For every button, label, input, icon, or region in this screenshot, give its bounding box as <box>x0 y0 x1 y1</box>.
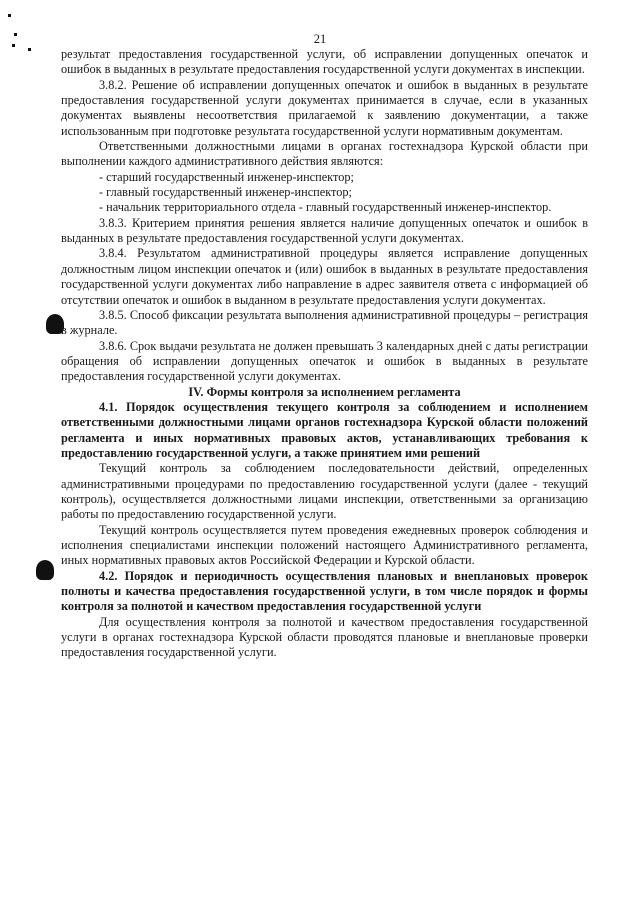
list-item: - главный государственный инженер-инспектор; <box>99 185 352 200</box>
list-item: - начальник территориального отдела - главный государственный инженер-инспектор. <box>99 200 552 215</box>
paragraph: 3.8.3. Критерием принятия решения является наличие допущенных опечаток и ошибок в выданных в результате предоставления государственной услуги документах. <box>61 215 588 246</box>
paragraph: результат предоставления государственной услуги, об исправлении допущенных опечаток и ошибок в выданных в результате предоставления государственной услуги документах в инспекции. <box>61 47 588 77</box>
list-item: - старший государственный инженер-инспектор; <box>99 169 354 184</box>
paragraph: Ответственными должностными лицами в органах гостехнадзора Курской области при выполнении каждого административного действия являются: <box>61 139 588 169</box>
paragraph: 3.8.4. Результатом административной процедуры является исправление допущенных должностным лицом инспекции опечаток и (или) ошибок в выданных в результате предоставления государственной услуги документах либо направление в адрес заявителя ответа с информацией об отсутствии опечаток и ошибок в выданном в результате предоставления услуги документах. <box>61 246 588 307</box>
page-number: 21 <box>313 32 327 46</box>
paragraph: Для осуществления контроля за полнотой и качеством предоставления государственной услуги в органах гостехнадзора Курской области проводятся плановые и внеплановые проверки предоставления государственной услуги. <box>61 614 588 660</box>
document-body <box>61 47 588 661</box>
subsection-heading: 4.1. Порядок осуществления текущего контроля за соблюдением и исполнением ответственными должностными лицами органов гостехнадзора Курской области положений регламента и иных нормативных правовых актов, устанавливающих требования к предоставлению государственной услуги, а также принятием ими решений <box>61 399 588 460</box>
paragraph: 3.8.2. Решение об исправлении допущенных опечаток и ошибок в выданных в результате предоставления государственной услуги документах принимается в случае, если в указанных документах выявлены несоответствия прилагаемой к заявлению документации, а также использованным при подготовке результата государственной услуги нормативным документам. <box>61 77 588 138</box>
paragraph: 3.8.6. Срок выдачи результата не должен превышать 3 календарных дней с даты регистрации обращения об исправлении допущенных опечаток и ошибок в выданных в результате предоставления государственной услуги документах. <box>61 338 588 384</box>
paragraph: Текущий контроль за соблюдением последовательности действий, определенных административными процедурами по предоставлению государственной услуги (далее - текущий контроль), осуществляется должностными лицами инспекции, ответственными за организацию работы по предоставлению государственной услуги. <box>61 461 588 522</box>
section-heading: IV. Формы контроля за исполнением регламента <box>188 384 461 399</box>
paragraph: 3.8.5. Способ фиксации результата выполнения административной процедуры – регистрация в журнале. <box>61 307 588 338</box>
subsection-heading: 4.2. Порядок и периодичность осуществления плановых и внеплановых проверок полноты и качества предоставления государственной услуги, в том числе порядок и формы контроля за полнотой и качеством предоставления государственной услуги <box>61 568 588 614</box>
binder-hole-mark <box>36 560 54 580</box>
scan-dot <box>8 14 11 17</box>
paragraph: Текущий контроль осуществляется путем проведения ежедневных проверок соблюдения и исполнения специалистами инспекции положений настоящего Административного регламента, иных нормативных правовых актов Российской Федерации и Курской области. <box>61 522 588 568</box>
scan-dot <box>28 48 31 51</box>
